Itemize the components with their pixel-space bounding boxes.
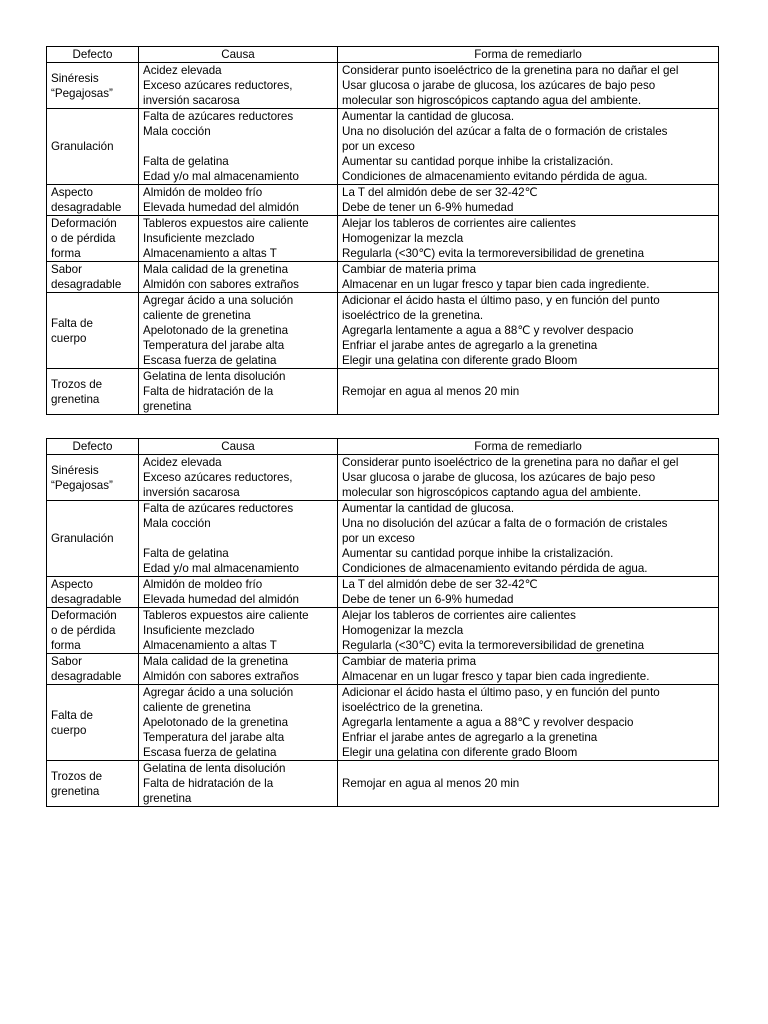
cause-cell [139, 293, 338, 369]
table-row [47, 109, 719, 185]
remedy-line: Alejar los tableros de corrientes aire calientes [342, 217, 576, 230]
cause-line: Acidez elevada [143, 64, 222, 77]
defect-line: Sinéresis [51, 71, 99, 85]
cause-line: Falta de azúcares reductores [143, 110, 294, 123]
remedy-line: Agregarla lentamente a agua a 88℃ y revolver despacio [342, 716, 634, 729]
remedy-line: Aumentar la cantidad de glucosa. [342, 502, 515, 515]
remedy-line: Cambiar de materia prima [342, 263, 477, 276]
cause-line: Almacenamiento a altas T [143, 247, 277, 260]
defect-cell [47, 455, 139, 501]
defect-cell [47, 216, 139, 262]
remedy-cell [338, 262, 719, 293]
defect-line: Sabor [51, 655, 82, 668]
remedy-line: Agregarla lentamente a agua a 88℃ y revolver despacio [342, 324, 634, 337]
cause-cell [139, 685, 338, 761]
remedy-cell [338, 455, 719, 501]
defect-cell [47, 63, 139, 109]
cause-cell [139, 654, 338, 685]
defect-line: o de pérdida [51, 624, 116, 637]
cause-line: Mala calidad de la grenetina [143, 655, 289, 668]
remedy-line: Remojar en agua al menos 20 min [342, 777, 520, 790]
remedy-line: Una no disolución del azúcar a falta de o formación de cristales [342, 517, 668, 530]
cause-line: Falta de gelatina [143, 155, 229, 168]
remedy-line: Aumentar la cantidad de glucosa. [342, 110, 515, 123]
defect-cell [47, 654, 139, 685]
defect-cell [47, 369, 139, 415]
remedy-cell [338, 654, 719, 685]
remedy-cell [338, 501, 719, 577]
cause-cell [139, 761, 338, 807]
defects-table [46, 46, 719, 415]
defect-cell [47, 109, 139, 185]
remedy-line: Regularla (<30℃) evita la termoreversibilidad de grenetina [342, 247, 645, 260]
cause-line: Mala calidad de la grenetina [143, 263, 289, 276]
remedy-line: Elegir una gelatina con diferente grado Bloom [342, 746, 578, 759]
header-defect: Defecto [47, 439, 139, 455]
defect-line: Falta de [51, 708, 93, 722]
table-row [47, 455, 719, 501]
header-defect: Defecto [47, 47, 139, 63]
defect-line: o de pérdida [51, 232, 116, 245]
cause-line: caliente de grenetina [143, 701, 251, 714]
remedy-cell [338, 216, 719, 262]
cause-line: Gelatina de lenta disolución [143, 762, 286, 775]
cause-line: Falta de hidratación de la [143, 777, 274, 790]
cause-line: Agregar ácido a una solución [143, 294, 294, 307]
table-row [47, 761, 719, 807]
defect-line: Trozos de [51, 769, 103, 783]
cause-line: Mala cocción [143, 517, 211, 530]
cause-cell [139, 608, 338, 654]
remedy-line: Almacenar en un lugar fresco y tapar bien cada ingrediente. [342, 278, 650, 291]
remedy-line: Una no disolución del azúcar a falta de o formación de cristales [342, 125, 668, 138]
remedy-line: Regularla (<30℃) evita la termoreversibilidad de grenetina [342, 639, 645, 652]
table-row [47, 501, 719, 577]
defect-line: forma [51, 639, 81, 652]
defect-cell [47, 761, 139, 807]
remedy-line: La T del almidón debe de ser 32-42℃ [342, 578, 538, 591]
table-row [47, 685, 719, 761]
defect-cell [47, 685, 139, 761]
cause-cell [139, 577, 338, 608]
table-row [47, 577, 719, 608]
defect-line: Trozos de [51, 377, 103, 391]
table-row [47, 63, 719, 109]
cause-cell [139, 63, 338, 109]
remedy-line: isoeléctrico de la grenetina. [342, 701, 484, 714]
cause-line: Agregar ácido a una solución [143, 686, 294, 699]
remedy-cell [338, 608, 719, 654]
table-body [47, 63, 719, 415]
defect-cell [47, 262, 139, 293]
defect-line: forma [51, 247, 81, 260]
defect-line: Sabor [51, 263, 82, 276]
defect-line: Granulación [51, 140, 114, 153]
cause-cell [139, 109, 338, 185]
defect-line: grenetina [51, 784, 100, 798]
remedy-cell [338, 577, 719, 608]
header-remedy: Forma de remediarlo [338, 439, 719, 455]
table-row [47, 262, 719, 293]
remedy-line: Debe de tener un 6-9% humedad [342, 201, 514, 214]
defect-line: Sinéresis [51, 463, 99, 477]
cause-cell [139, 262, 338, 293]
cause-line: caliente de grenetina [143, 309, 251, 322]
cause-line: Elevada humedad del almidón [143, 201, 299, 214]
table-header-row [47, 439, 719, 455]
remedy-line: Alejar los tableros de corrientes aire calientes [342, 609, 576, 622]
cause-cell [139, 216, 338, 262]
defect-line: Deformación [51, 609, 117, 622]
cause-line [143, 139, 333, 154]
cause-line [143, 531, 333, 546]
remedy-line: Remojar en agua al menos 20 min [342, 385, 520, 398]
header-cause: Causa [139, 47, 338, 63]
cause-line: grenetina [143, 400, 192, 413]
remedy-cell [338, 63, 719, 109]
remedy-line: Aumentar su cantidad porque inhibe la cristalización. [342, 547, 614, 560]
defect-line: cuerpo [51, 723, 87, 737]
remedy-line: La T del almidón debe de ser 32-42℃ [342, 186, 538, 199]
remedy-line: Adicionar el ácido hasta el último paso, y en función del punto [342, 294, 660, 307]
cause-line: Falta de gelatina [143, 547, 229, 560]
table-row [47, 654, 719, 685]
cause-line: Temperatura del jarabe alta [143, 731, 285, 744]
remedy-line: Homogenizar la mezcla [342, 232, 464, 245]
cause-line: Escasa fuerza de gelatina [143, 354, 277, 367]
cause-line: Almidón con sabores extraños [143, 278, 299, 291]
remedy-line: Condiciones de almacenamiento evitando pérdida de agua. [342, 562, 648, 575]
cause-cell [139, 455, 338, 501]
header-cause: Causa [139, 439, 338, 455]
remedy-cell [338, 185, 719, 216]
remedy-line: Adicionar el ácido hasta el último paso, y en función del punto [342, 686, 660, 699]
defect-line: “Pegajosas” [51, 478, 113, 492]
cause-line: Exceso azúcares reductores, [143, 471, 293, 484]
cause-line: Tableros expuestos aire caliente [143, 609, 309, 622]
cause-cell [139, 185, 338, 216]
remedy-cell [338, 109, 719, 185]
cause-line: grenetina [143, 792, 192, 805]
remedy-line: molecular son higroscópicos captando agua del ambiente. [342, 94, 642, 107]
cause-line: Mala cocción [143, 125, 211, 138]
defect-cell [47, 577, 139, 608]
remedy-line: Aumentar su cantidad porque inhibe la cristalización. [342, 155, 614, 168]
remedy-cell [338, 761, 719, 807]
table-row [47, 216, 719, 262]
cause-line: Apelotonado de la grenetina [143, 324, 289, 337]
remedy-line: por un exceso [342, 140, 415, 153]
cause-line: inversión sacarosa [143, 94, 240, 107]
defect-line: cuerpo [51, 331, 87, 345]
defect-line: Deformación [51, 217, 117, 230]
remedy-line: Cambiar de materia prima [342, 655, 477, 668]
cause-line: Elevada humedad del almidón [143, 593, 299, 606]
defect-cell [47, 608, 139, 654]
remedy-line: Enfriar el jarabe antes de agregarlo a la grenetina [342, 731, 598, 744]
cause-line: Edad y/o mal almacenamiento [143, 170, 299, 183]
cause-line: Almidón de moldeo frío [143, 186, 263, 199]
remedy-line: isoeléctrico de la grenetina. [342, 309, 484, 322]
table-header-row [47, 47, 719, 63]
table-row [47, 293, 719, 369]
remedy-line: por un exceso [342, 532, 415, 545]
cause-line: Almidón de moldeo frío [143, 578, 263, 591]
remedy-line: Almacenar en un lugar fresco y tapar bien cada ingrediente. [342, 670, 650, 683]
defect-line: Aspecto [51, 186, 93, 199]
cause-line: Falta de azúcares reductores [143, 502, 294, 515]
remedy-line: Condiciones de almacenamiento evitando pérdida de agua. [342, 170, 648, 183]
defect-line: desagradable [51, 278, 122, 291]
remedy-line: Homogenizar la mezcla [342, 624, 464, 637]
remedy-line: Considerar punto isoeléctrico de la grenetina para no dañar el gel [342, 456, 679, 469]
cause-line: Almidón con sabores extraños [143, 670, 299, 683]
defect-line: “Pegajosas” [51, 86, 113, 100]
remedy-line: Considerar punto isoeléctrico de la grenetina para no dañar el gel [342, 64, 679, 77]
cause-line: Almacenamiento a altas T [143, 639, 277, 652]
cause-line: Insuficiente mezclado [143, 624, 255, 637]
cause-line: Edad y/o mal almacenamiento [143, 562, 299, 575]
defect-line: Granulación [51, 532, 114, 545]
remedy-line: Elegir una gelatina con diferente grado Bloom [342, 354, 578, 367]
remedy-cell [338, 293, 719, 369]
cause-line: Insuficiente mezclado [143, 232, 255, 245]
table-row [47, 185, 719, 216]
defect-line: Falta de [51, 316, 93, 330]
remedy-line: Enfriar el jarabe antes de agregarlo a la grenetina [342, 339, 598, 352]
cause-line: Escasa fuerza de gelatina [143, 746, 277, 759]
remedy-cell [338, 685, 719, 761]
remedy-cell [338, 369, 719, 415]
remedy-line: Debe de tener un 6-9% humedad [342, 593, 514, 606]
cause-line: Exceso azúcares reductores, [143, 79, 293, 92]
table-row [47, 369, 719, 415]
defect-line: desagradable [51, 670, 122, 683]
defect-line: desagradable [51, 201, 122, 214]
cause-line: Apelotonado de la grenetina [143, 716, 289, 729]
cause-line: Tableros expuestos aire caliente [143, 217, 309, 230]
defect-cell [47, 293, 139, 369]
header-remedy: Forma de remediarlo [338, 47, 719, 63]
remedy-line: Usar glucosa o jarabe de glucosa, los azúcares de bajo peso [342, 471, 656, 484]
cause-line: Acidez elevada [143, 456, 222, 469]
defect-line: grenetina [51, 392, 100, 406]
cause-line: inversión sacarosa [143, 486, 240, 499]
table-body [47, 455, 719, 807]
defect-cell [47, 185, 139, 216]
defects-table-copy [46, 438, 719, 807]
remedy-line: Usar glucosa o jarabe de glucosa, los azúcares de bajo peso [342, 79, 656, 92]
defect-line: desagradable [51, 593, 122, 606]
cause-line: Falta de hidratación de la [143, 385, 274, 398]
cause-line: Gelatina de lenta disolución [143, 370, 286, 383]
table-row [47, 608, 719, 654]
cause-cell [139, 501, 338, 577]
cause-line: Temperatura del jarabe alta [143, 339, 285, 352]
defect-cell [47, 501, 139, 577]
remedy-line: molecular son higroscópicos captando agua del ambiente. [342, 486, 642, 499]
defect-line: Aspecto [51, 578, 93, 591]
cause-cell [139, 369, 338, 415]
